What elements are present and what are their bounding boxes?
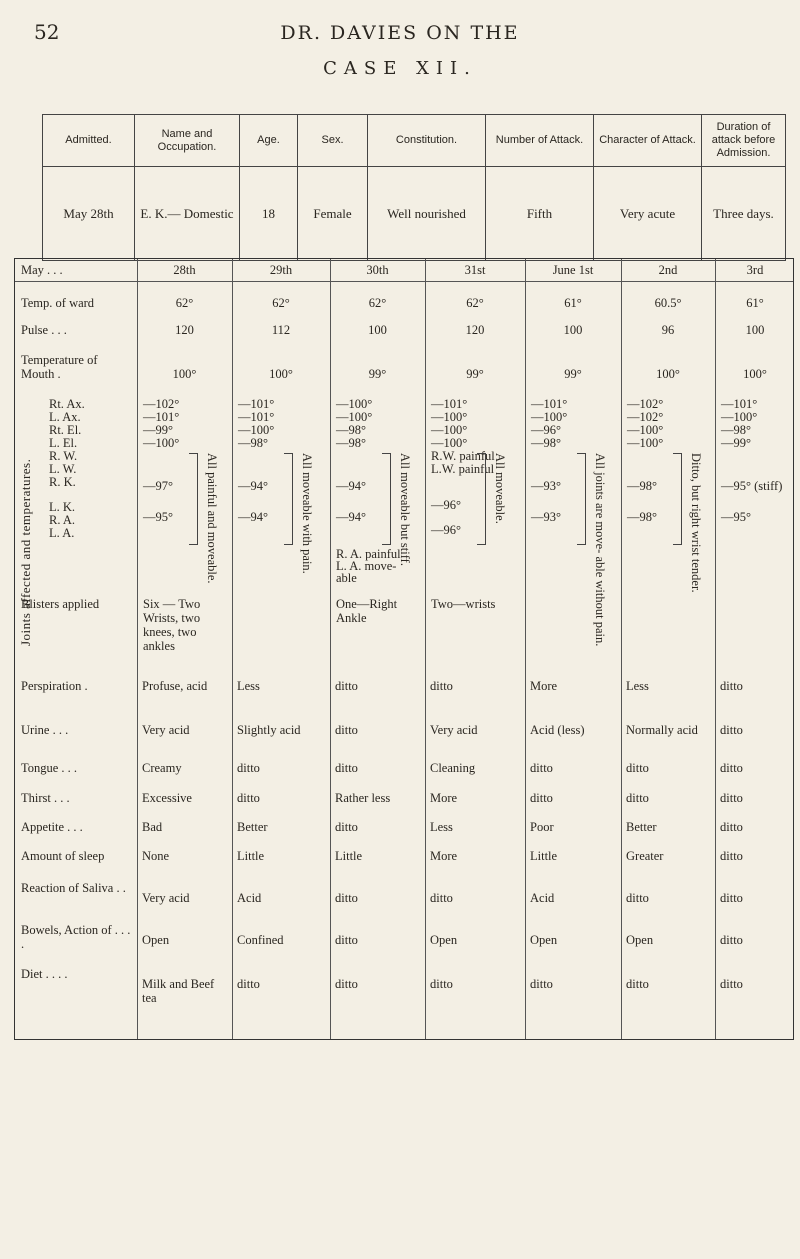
joint-column-note-text: All moveable but stiff. xyxy=(398,453,412,566)
joint-temp: —100° xyxy=(721,410,758,424)
row-value: Less xyxy=(626,679,649,693)
row-value: 99° xyxy=(368,367,387,381)
row-value: Poor xyxy=(530,820,554,834)
row-value: Less xyxy=(430,820,453,834)
row-value: ditto xyxy=(237,977,260,991)
row-value: Very acid xyxy=(430,723,478,737)
row-value: Confined xyxy=(237,933,284,947)
row-value: Rather less xyxy=(335,791,391,805)
joint-temp: —101° xyxy=(431,397,468,411)
row-value: 120 xyxy=(175,323,194,337)
row-value: ditto xyxy=(530,791,553,805)
joint-label: R. A. xyxy=(49,513,76,527)
admission-value: E. K.— Domestic xyxy=(135,167,240,261)
joint-temp: —94° xyxy=(238,510,268,524)
date-header: 28th xyxy=(173,263,196,277)
row-label: Pulse . . . xyxy=(21,323,67,337)
joint-column-note-text: All joints are move- able without pain. xyxy=(593,453,607,647)
row-value: Little xyxy=(335,849,363,863)
row-divider xyxy=(15,281,793,282)
admission-value: 18 xyxy=(240,167,298,261)
row-value: ditto xyxy=(626,977,649,991)
joint-label: R. W. xyxy=(49,449,78,463)
row-value: 100 xyxy=(368,323,387,337)
row-value: 112 xyxy=(271,323,291,337)
joint-temp: —98° xyxy=(627,510,657,524)
row-value: ditto xyxy=(335,891,358,905)
row-value: ditto xyxy=(430,679,453,693)
row-value: Milk and Beef tea xyxy=(142,977,215,1005)
joint-temp: —98° xyxy=(336,436,366,450)
joint-temp: —94° xyxy=(238,479,268,493)
joint-temp: —101° xyxy=(721,397,758,411)
row-value: 100 xyxy=(745,323,765,337)
admission-header: Constitution. xyxy=(368,115,486,167)
row-value: ditto xyxy=(335,723,358,737)
row-value: ditto xyxy=(720,679,743,693)
row-value: ditto xyxy=(720,761,743,775)
row-value: More xyxy=(430,791,458,805)
date-header: 29th xyxy=(269,263,293,277)
joint-temp: —100° xyxy=(627,436,664,450)
admission-value: May 28th xyxy=(43,167,135,261)
joint-note-line: —96° xyxy=(431,498,461,513)
joint-label: L. K. xyxy=(49,500,76,514)
row-value: Open xyxy=(626,933,654,947)
blister-value: One—Right Ankle xyxy=(336,597,398,625)
row-value: ditto xyxy=(720,977,743,991)
joint-temp: —99° xyxy=(721,436,751,450)
joint-note-line: able xyxy=(336,571,357,585)
row-value: 61° xyxy=(564,296,582,310)
running-title: DR. DAVIES ON THE xyxy=(280,22,520,44)
row-label: Urine . . . xyxy=(21,723,69,737)
admission-header: Admitted. xyxy=(43,115,135,167)
row-value: 62° xyxy=(368,296,387,310)
joint-temp: —93° xyxy=(531,479,561,493)
joint-temp: —98° xyxy=(336,423,366,437)
joint-temp: —98° xyxy=(531,436,561,450)
row-value: ditto xyxy=(335,761,358,775)
row-value: ditto xyxy=(430,891,453,905)
blister-value: Six — Two Wrists, two knees, two ankles xyxy=(143,597,201,653)
row-label: Temperature of Mouth . xyxy=(21,353,98,381)
admission-header: Number of Attack. xyxy=(486,115,594,167)
row-value: 100° xyxy=(656,367,680,381)
row-value: Better xyxy=(237,820,268,834)
row-value: Better xyxy=(626,820,657,834)
row-value: 100° xyxy=(743,367,767,381)
joints-group-label-text: Joints affected and temperatures. xyxy=(18,458,33,646)
joint-temp: —98° xyxy=(238,436,268,450)
row-value: More xyxy=(430,849,458,863)
row-value: ditto xyxy=(626,761,649,775)
row-value: ditto xyxy=(237,791,260,805)
row-value: Open xyxy=(430,933,458,947)
row-value: Open xyxy=(530,933,558,947)
row-label: Blisters applied xyxy=(21,597,100,611)
admission-value: Well nourished xyxy=(368,167,486,261)
row-value: Creamy xyxy=(142,761,182,775)
row-value: ditto xyxy=(720,723,743,737)
row-value: 99° xyxy=(564,367,582,381)
joint-temp: —100° xyxy=(336,410,373,424)
row-value: ditto xyxy=(626,891,649,905)
row-value: Profuse, acid xyxy=(142,679,208,693)
joint-temp: —102° xyxy=(143,397,180,411)
joint-temp: —100° xyxy=(336,397,373,411)
admission-value: Fifth xyxy=(486,167,594,261)
row-value: Very acid xyxy=(142,723,190,737)
joint-temp: —93° xyxy=(531,510,561,524)
row-value: 60.5° xyxy=(654,296,682,310)
row-value: 99° xyxy=(466,367,484,381)
joint-note-line: R. A. painful xyxy=(336,547,401,561)
row-value: ditto xyxy=(626,791,649,805)
joint-note-line: L. A. move- xyxy=(336,559,397,573)
row-value: 100° xyxy=(172,367,197,381)
brace-mark xyxy=(189,453,198,545)
row-label: Tongue . . . xyxy=(21,761,78,775)
brace-mark xyxy=(673,453,682,545)
joint-temp: —99° xyxy=(143,423,173,437)
joint-temp: —94° xyxy=(336,510,366,524)
joint-temp: —95° (stiff) xyxy=(721,479,783,493)
row-value: ditto xyxy=(720,933,743,947)
row-value: ditto xyxy=(530,761,553,775)
row-value: Very acid xyxy=(142,891,190,905)
row-value: ditto xyxy=(530,977,553,991)
row-value: ditto xyxy=(335,820,358,834)
row-value: ditto xyxy=(237,761,260,775)
admission-header: Sex. xyxy=(298,115,368,167)
joint-label: Rt. El. xyxy=(49,423,82,437)
row-value: ditto xyxy=(430,977,453,991)
row-label: Bowels, Action of . . . . xyxy=(21,923,131,951)
joint-label: Rt. Ax. xyxy=(49,397,85,411)
page-number: 52 xyxy=(34,20,60,44)
admission-header: Age. xyxy=(240,115,298,167)
row-value: ditto xyxy=(335,977,358,991)
date-header: 3rd xyxy=(746,263,764,277)
joint-temp: —101° xyxy=(531,397,568,411)
joint-temp: —100° xyxy=(627,423,664,437)
row-value: 96 xyxy=(661,323,675,337)
row-value: 120 xyxy=(465,323,485,337)
admission-header-row xyxy=(43,115,786,167)
row-label: Temp. of ward xyxy=(21,296,95,310)
row-value: Open xyxy=(142,933,170,947)
row-label: Reaction of Saliva . . xyxy=(21,881,126,895)
admission-header: Name and Occupation. xyxy=(135,115,240,167)
row-value: Excessive xyxy=(142,791,192,805)
joint-temp: —94° xyxy=(336,479,366,493)
row-value: Little xyxy=(530,849,558,863)
row-value: None xyxy=(142,849,170,863)
row-value: 100° xyxy=(269,367,293,381)
row-value: ditto xyxy=(335,679,358,693)
brace-mark xyxy=(382,453,391,545)
joint-temp: —102° xyxy=(627,410,664,424)
brace-mark xyxy=(284,453,293,545)
joint-temp: —100° xyxy=(431,436,468,450)
joint-label: L. Ax. xyxy=(49,410,81,424)
row-value: Slightly acid xyxy=(237,723,301,737)
admission-value: Very acute xyxy=(594,167,702,261)
joint-column-note-text: All moveable with pain. xyxy=(300,453,314,574)
joint-label: R. K. xyxy=(49,475,76,489)
row-value: Normally acid xyxy=(626,723,698,737)
row-value: More xyxy=(530,679,558,693)
row-label: Amount of sleep xyxy=(21,849,105,863)
joint-note-line: R.W. painful xyxy=(431,449,495,463)
joint-temp: —100° xyxy=(143,436,180,450)
joint-column-note-text: All painful and moveable. xyxy=(205,453,219,584)
row-value: 62° xyxy=(272,296,290,310)
date-header: 30th xyxy=(366,263,389,277)
row-value: Acid xyxy=(237,891,262,905)
joint-temp: —96° xyxy=(531,423,561,437)
joint-temp: —100° xyxy=(531,410,568,424)
row-value: 62° xyxy=(175,296,194,310)
row-label: Thirst . . . xyxy=(21,791,70,805)
date-header: June 1st xyxy=(552,263,594,277)
joint-column-note-text: Ditto, but right wrist tender. xyxy=(689,453,703,593)
admission-value: Female xyxy=(298,167,368,261)
date-header: 31st xyxy=(464,263,486,277)
joint-temp: —95° xyxy=(143,510,173,524)
joint-note-line: L.W. painful xyxy=(431,462,495,476)
blister-value: Two—wrists xyxy=(431,597,496,611)
admission-table xyxy=(42,114,786,261)
month-label: May . . . xyxy=(21,263,63,277)
row-value: ditto xyxy=(720,791,743,805)
joint-temp: —100° xyxy=(238,423,275,437)
row-value: Greater xyxy=(626,849,664,863)
row-value: Little xyxy=(237,849,265,863)
row-value: 62° xyxy=(466,296,484,310)
row-value: Less xyxy=(237,679,260,693)
joint-temp: —100° xyxy=(431,423,468,437)
joint-column-note-text: All moveable. xyxy=(493,453,507,524)
joint-temp: —101° xyxy=(143,410,180,424)
joint-label: L. El. xyxy=(49,436,78,450)
joint-label: L. A. xyxy=(49,526,75,540)
joint-temp: —97° xyxy=(143,479,173,493)
row-label: Appetite . . . xyxy=(21,820,83,834)
row-value: Acid (less) xyxy=(530,723,585,737)
row-label: Perspiration . xyxy=(21,679,88,693)
row-value: 61° xyxy=(746,296,764,310)
row-value: ditto xyxy=(335,933,358,947)
admission-header: Duration of attack before Admission. xyxy=(702,115,786,167)
date-header: 2nd xyxy=(658,263,678,277)
joint-temp: —98° xyxy=(721,423,751,437)
joint-temp: —95° xyxy=(721,510,751,524)
joint-note-line: —96° xyxy=(431,523,461,538)
row-value: Bad xyxy=(142,820,163,834)
row-label: Diet . . . . xyxy=(21,967,68,981)
joint-temp: —101° xyxy=(238,410,275,424)
joint-label: L. W. xyxy=(49,462,77,476)
admission-header: Character of Attack. xyxy=(594,115,702,167)
observations-table xyxy=(14,258,794,1040)
joint-temp: —100° xyxy=(431,410,468,424)
brace-mark xyxy=(477,453,486,545)
brace-mark xyxy=(577,453,586,545)
row-value: ditto xyxy=(720,849,743,863)
row-value: ditto xyxy=(720,891,743,905)
joint-temp: —102° xyxy=(627,397,664,411)
row-value: ditto xyxy=(720,820,743,834)
case-title: CASE XII. xyxy=(323,58,477,79)
joint-temp: —98° xyxy=(627,479,657,493)
row-value: 100 xyxy=(563,323,583,337)
row-value: Cleaning xyxy=(430,761,476,775)
admission-value-row xyxy=(43,167,786,261)
joint-temp: —101° xyxy=(238,397,275,411)
admission-value: Three days. xyxy=(702,167,786,261)
row-value: Acid xyxy=(530,891,555,905)
